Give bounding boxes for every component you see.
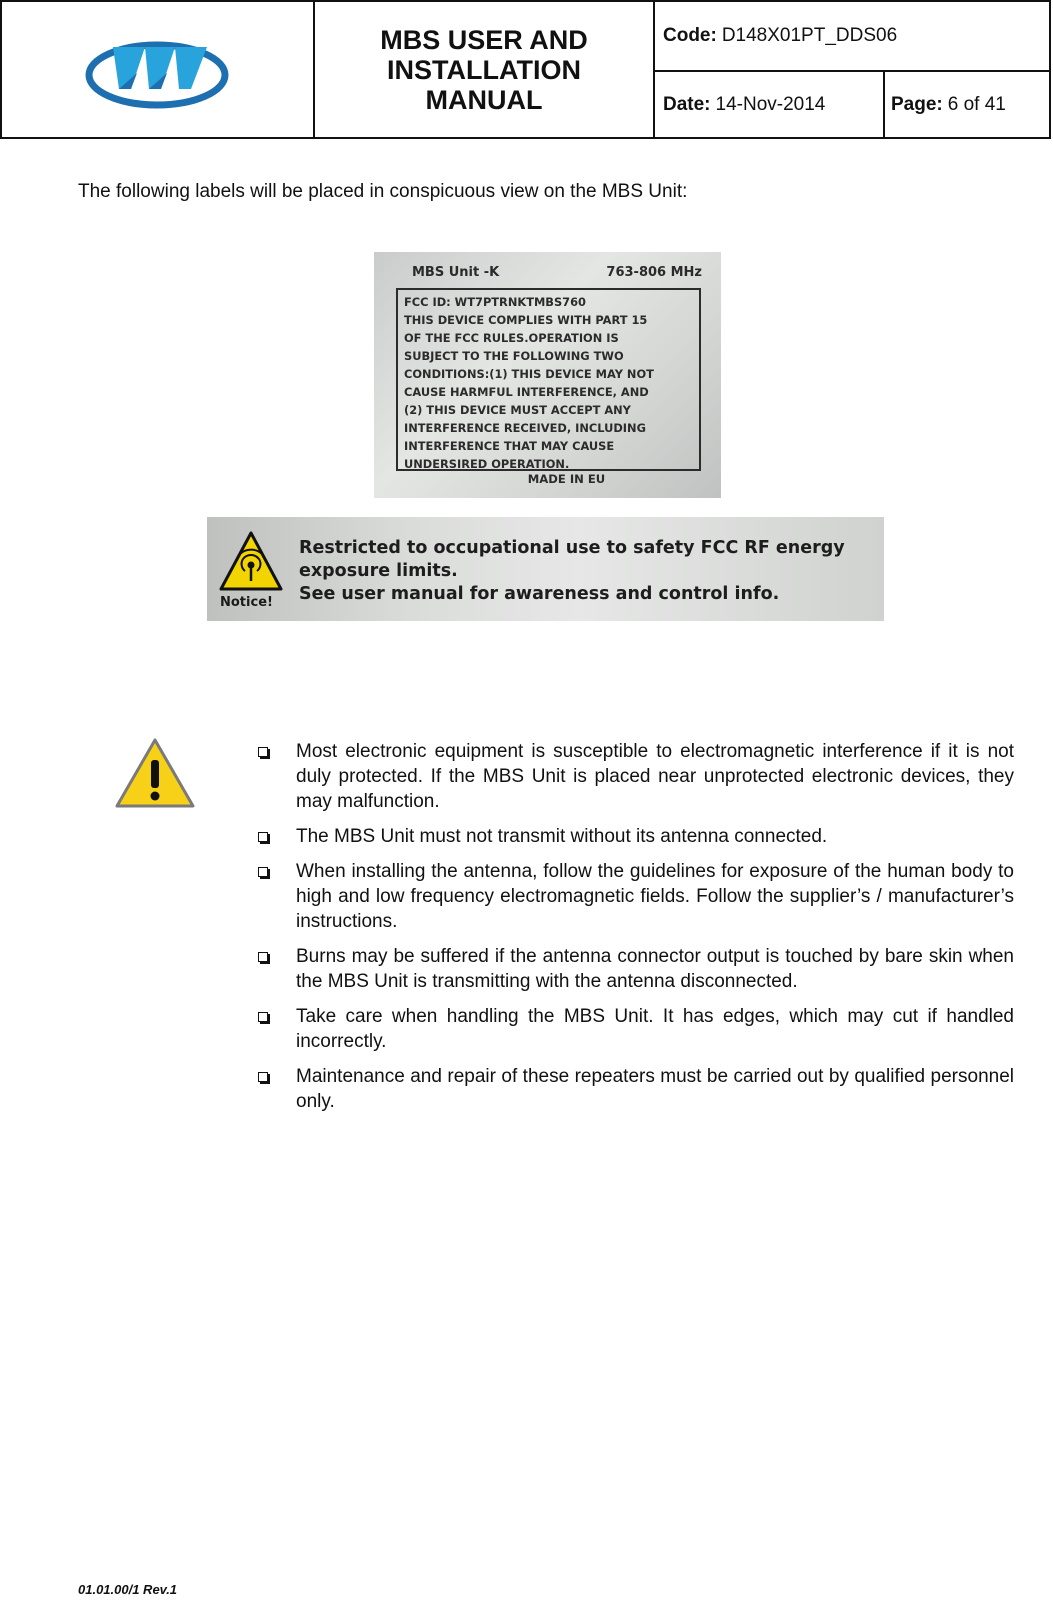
code-label: Code: [663, 25, 717, 46]
fcc-line: CONDITIONS:(1) THIS DEVICE MAY NOT [404, 367, 654, 381]
notice-badge: Notice! [220, 595, 273, 610]
fcc-line: THIS DEVICE COMPLIES WITH PART 15 [404, 313, 648, 327]
fcc-line: INTERFERENCE RECEIVED, INCLUDING [404, 421, 646, 435]
list-item [254, 859, 1014, 934]
date-label: Date: [663, 93, 711, 115]
fcc-line: OF THE FCC RULES.OPERATION IS [404, 331, 619, 345]
list-item-text: The MBS Unit must not transmit without its antenna connected. [296, 826, 828, 847]
fcc-line: UNDERSIRED OPERATION. [404, 457, 570, 471]
document-title-cell [315, 2, 655, 137]
checkbox-bullet-icon [258, 867, 268, 877]
warning-triangle-icon [113, 736, 197, 810]
fcc-line: FCC ID: WT7PTRNKTMBS760 [404, 295, 586, 309]
checkbox-bullet-icon [258, 747, 268, 757]
list-item-text: Burns may be suffered if the antenna connector output is touched by bare skin when the MBS Unit is transmitting with the antenna disconnected. [296, 946, 1014, 992]
date-cell [655, 72, 885, 137]
fcc-line: INTERFERENCE THAT MAY CAUSE [404, 439, 615, 453]
list-item-text: Most electronic equipment is susceptible to electromagnetic interference if it is not duly protected. If the MBS Unit is placed near unprotected electronic devices, they may malfunction. [296, 741, 1014, 812]
notice-text [299, 537, 874, 606]
list-item [254, 944, 1014, 994]
checkbox-bullet-icon [258, 1012, 268, 1022]
fcc-line: CAUSE HARMFUL INTERFERENCE, AND [404, 385, 649, 399]
fcc-label-header [412, 265, 702, 285]
code-cell [655, 2, 1049, 72]
list-item [254, 739, 1014, 814]
list-item [254, 824, 1014, 849]
document-title: MBS USER AND INSTALLATION MANUAL [380, 24, 588, 115]
list-item-text: Take care when handling the MBS Unit. It has edges, which may cut if handled incorrectly. [296, 1006, 1014, 1052]
notice-line: Restricted to occupational use to safety FCC RF energy [299, 538, 845, 558]
warning-list [254, 739, 1014, 1124]
fcc-model: MBS Unit -K [412, 265, 500, 280]
fcc-compliance-box [396, 288, 701, 471]
fcc-made-in: MADE IN EU [527, 472, 606, 486]
page-value: 6 of 41 [947, 93, 1006, 115]
list-item-text: When installing the antenna, follow the guidelines for exposure of the human body to high and low frequency electromagnetic fields. Follow the supplier’s / manufacturer’s instructions. [296, 861, 1014, 932]
fcc-label-image [374, 252, 721, 498]
list-item [254, 1064, 1014, 1114]
notice-line: See user manual for awareness and control info. [299, 584, 780, 604]
date-value: 14-Nov-2014 [715, 93, 826, 115]
page-cell [885, 72, 1049, 137]
list-item [254, 1004, 1014, 1054]
fcc-line: (2) THIS DEVICE MUST ACCEPT ANY [404, 403, 631, 417]
checkbox-bullet-icon [258, 832, 268, 842]
company-logo [83, 25, 233, 115]
logo-cell [2, 2, 315, 137]
fcc-line: SUBJECT TO THE FOLLOWING TWO [404, 349, 624, 363]
checkbox-bullet-icon [258, 1072, 268, 1082]
page-label: Page: [891, 93, 943, 115]
notice-label-image [207, 517, 884, 621]
document-footer: 01.01.00/1 Rev.1 [78, 1582, 178, 1597]
checkbox-bullet-icon [258, 952, 268, 962]
notice-line: exposure limits. [299, 561, 458, 581]
list-item-text: Maintenance and repair of these repeaters must be carried out by qualified personnel only. [296, 1066, 1014, 1112]
intro-paragraph: The following labels will be placed in conspicuous view on the MBS Unit: [78, 181, 688, 202]
document-header [0, 0, 1051, 139]
code-value: D148X01PT_DDS06 [721, 25, 898, 46]
fcc-band: 763-806 MHz [606, 265, 702, 280]
